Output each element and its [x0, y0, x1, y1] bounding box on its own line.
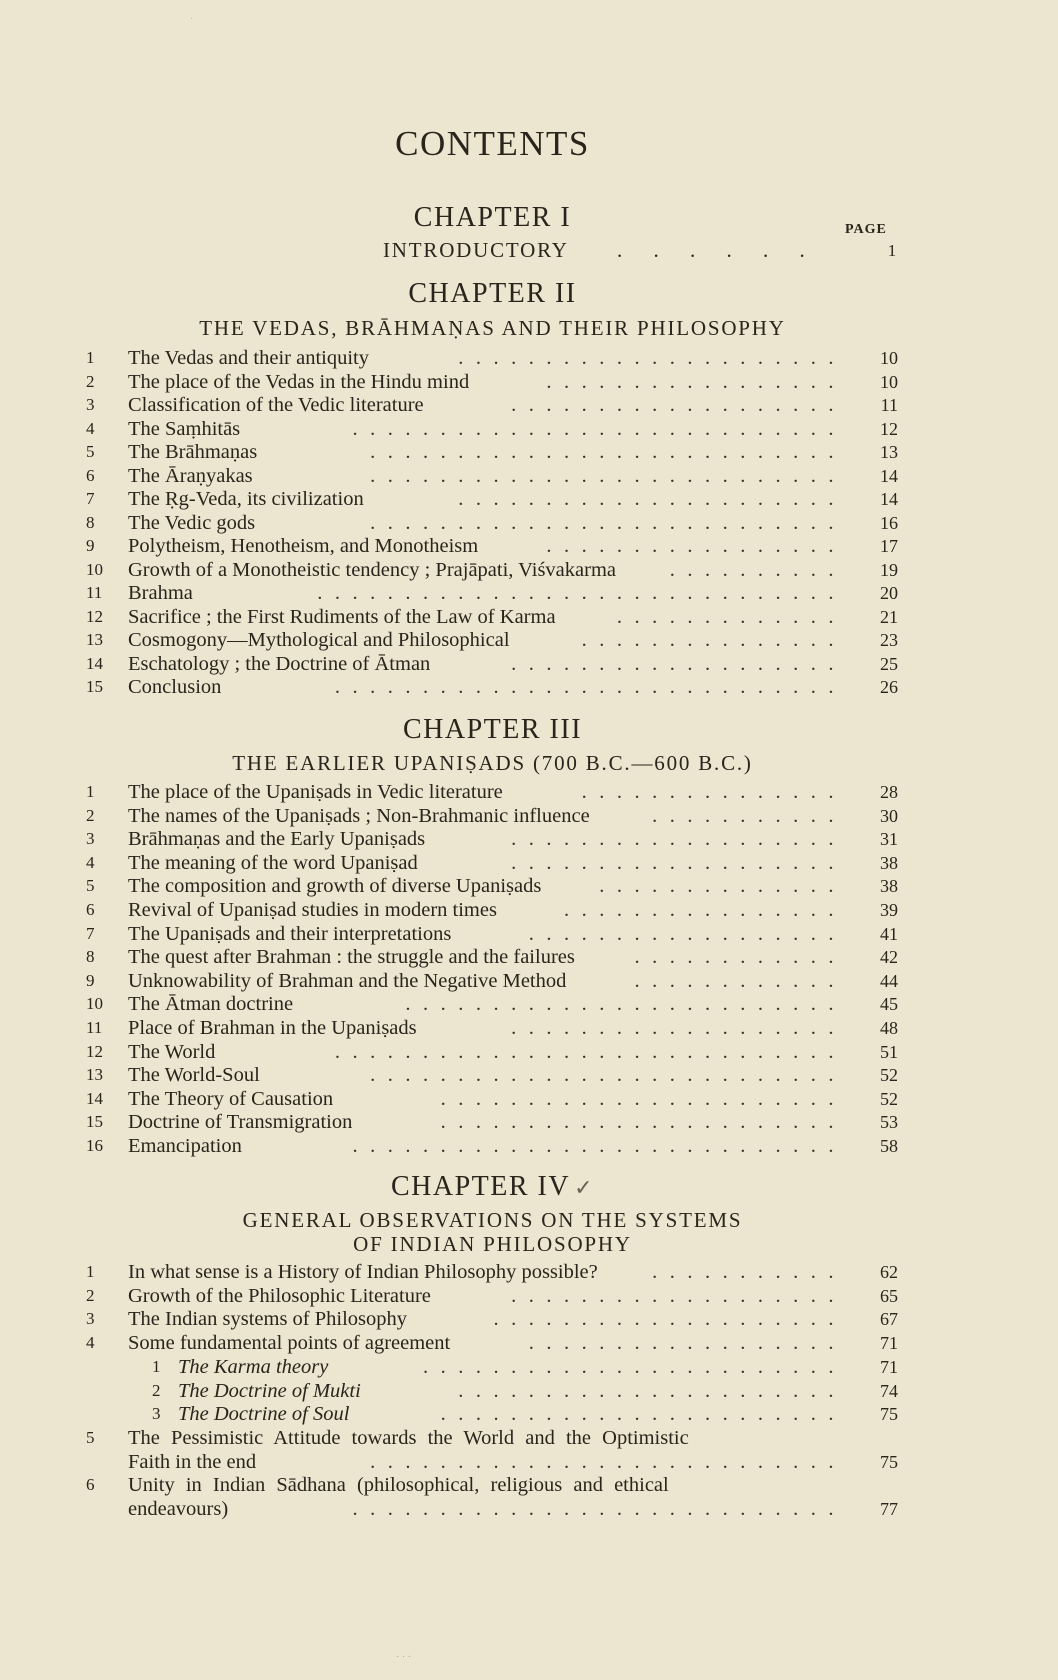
entry-number: 2	[152, 1380, 161, 1400]
entry-number: 4	[86, 852, 95, 872]
entry-number: 10	[86, 559, 103, 579]
toc-entry[interactable]	[0, 827, 1058, 851]
chapter-3-subtitle: THE EARLIER UPANIṢADS (700 B.C.—600 B.C.)	[232, 751, 753, 775]
page-number: 75	[880, 1404, 898, 1425]
chapter-3-heading: CHAPTER III	[402, 714, 583, 745]
toc-entry[interactable]	[0, 874, 1058, 898]
entry-title: Faith in the end	[128, 1450, 257, 1473]
entry-number: 14	[86, 1088, 103, 1108]
toc-entry[interactable]	[0, 1402, 1058, 1426]
chapter-4-heading	[0, 1171, 985, 1203]
entry-title: The Doctrine of Soul	[178, 1403, 350, 1426]
chapter-4-subtitle-line-2: OF INDIAN PHILOSOPHY	[353, 1232, 632, 1256]
entry-title: Polytheism, Henotheism, and Monotheism	[128, 535, 479, 557]
page-number: 74	[880, 1380, 898, 1401]
entry-title: The Saṃhitās	[128, 417, 241, 440]
entry-number: 2	[86, 805, 95, 825]
toc-entry[interactable]	[0, 581, 1058, 605]
toc-entry[interactable]	[0, 992, 1058, 1016]
page-number: 31	[880, 829, 898, 850]
chapter-1-subtitle: INTRODUCTORY	[383, 238, 569, 262]
toc-entry[interactable]	[0, 1307, 1058, 1331]
toc-entry[interactable]	[0, 1450, 1058, 1474]
page-number: 39	[880, 900, 898, 920]
page-number: 52	[880, 1065, 898, 1086]
leader-dots: ................	[564, 899, 846, 921]
entry-title: Emancipation	[128, 1135, 242, 1157]
page-number: 10	[880, 371, 898, 392]
page-number: 30	[880, 805, 898, 826]
leader-dots: ............................	[352, 1135, 846, 1157]
entry-title: The Vedic gods	[128, 511, 256, 534]
page-number: 26	[880, 677, 898, 697]
toc-entry[interactable]	[0, 1260, 1058, 1284]
scan-speck: · · ·	[396, 1652, 411, 1663]
entry-title: The Karma theory	[178, 1355, 329, 1378]
leader-dots: ..............................	[317, 582, 846, 604]
leader-dots: ...................	[511, 828, 846, 851]
entry-number: 7	[86, 489, 95, 508]
entry-title: Conclusion	[128, 676, 222, 698]
entry-title: The Theory of Causation	[128, 1087, 334, 1110]
toc-entry[interactable]	[0, 346, 1058, 370]
toc-entry[interactable]	[0, 1110, 1058, 1134]
entry-number: 12	[86, 1041, 103, 1061]
toc-entry[interactable]	[0, 1473, 1058, 1497]
leader-dots: ........................	[423, 1355, 846, 1378]
entry-title: Classification of the Vedic literature	[128, 394, 424, 416]
page-number: 71	[880, 1356, 898, 1377]
leader-dots: .......................	[440, 1403, 846, 1426]
toc-entry[interactable]	[0, 922, 1058, 946]
leader-dots: .................	[546, 535, 846, 557]
page-number: 38	[880, 852, 898, 873]
entry-title: Some fundamental points of agreement	[128, 1332, 451, 1355]
entry-number: 4	[86, 418, 95, 438]
leader-dots: . . . . . .	[617, 238, 818, 262]
page-number: 42	[880, 947, 898, 968]
entry-title: Cosmogony—Mythological and Philosophical	[128, 629, 510, 651]
entry-number: 1	[86, 348, 95, 367]
toc-entry[interactable]	[0, 1063, 1058, 1087]
chapter-2-subtitle: THE VEDAS, BRĀHMAṆAS AND THEIR PHILOSOPHY	[199, 316, 786, 340]
page-number: 45	[880, 994, 898, 1015]
entry-title: The Āraṇyakas	[128, 464, 253, 487]
entry-title: Unknowability of Brahman and the Negative Method	[128, 969, 567, 992]
toc-entry[interactable]	[0, 804, 1058, 828]
leader-dots: ............................	[352, 417, 846, 440]
entry-number: 11	[86, 1018, 103, 1037]
leader-dots: ......................	[458, 488, 846, 510]
page-number: 23	[880, 630, 898, 650]
toc-entry[interactable]	[0, 898, 1058, 922]
entry-title: Doctrine of Transmigration	[128, 1111, 353, 1134]
toc-entry[interactable]	[0, 1331, 1058, 1355]
page-number: 17	[880, 536, 898, 556]
leader-dots: ...........................	[370, 1064, 846, 1087]
entry-number: 5	[86, 1427, 95, 1447]
toc-entry[interactable]	[0, 370, 1058, 394]
leader-dots: ............	[634, 946, 846, 969]
leader-dots: ............................	[352, 1498, 846, 1520]
entry-title: The composition and growth of diverse Upaniṣads	[128, 875, 542, 898]
page-number: 51	[880, 1041, 898, 1062]
page-number: 53	[880, 1112, 898, 1133]
entry-title: The Ātman doctrine	[128, 993, 294, 1016]
leader-dots: .......................	[440, 1111, 846, 1134]
page-number: 20	[880, 583, 898, 603]
page-title: CONTENTS	[395, 124, 590, 163]
entry-number: 3	[152, 1404, 161, 1424]
entry-number: 5	[86, 876, 95, 896]
entry-number: 4	[86, 1333, 95, 1353]
chapter-2-heading: CHAPTER II	[408, 278, 577, 309]
leader-dots: ...............	[581, 781, 846, 803]
toc-entry[interactable]	[0, 675, 1058, 699]
entry-number: 16	[86, 1136, 103, 1155]
entry-number: 2	[86, 1285, 95, 1305]
entry-title: The place of the Upaniṣads in Vedic literature	[128, 781, 503, 803]
page-number: 14	[880, 489, 898, 509]
leader-dots: ..........	[669, 558, 846, 581]
entry-title: Growth of the Philosophic Literature	[128, 1284, 431, 1307]
leader-dots: .............	[616, 605, 846, 628]
entry-number: 13	[86, 630, 103, 649]
entry-number: 1	[86, 782, 95, 801]
page-column-label: PAGE	[845, 222, 887, 237]
entry-title: Sacrifice ; the First Rudiments of the Law of Karma	[128, 605, 556, 628]
leader-dots: ....................	[493, 1308, 846, 1331]
entry-title: The Indian systems of Philosophy	[128, 1308, 408, 1331]
entry-title: Unity in Indian Sādhana (philosophical, religious and ethical	[128, 1474, 669, 1497]
leader-dots: ...................	[511, 851, 846, 874]
leader-dots: ...........................	[370, 441, 846, 463]
toc-entry[interactable]	[0, 1426, 1058, 1450]
entry-title: Brahma	[128, 582, 193, 604]
toc-entry[interactable]	[0, 1284, 1058, 1308]
toc-entry[interactable]	[0, 1355, 1058, 1379]
leader-dots: ..................	[528, 922, 846, 945]
page-number: 65	[880, 1285, 898, 1306]
page-number: 48	[880, 1018, 898, 1038]
scan-speck: ·	[190, 14, 194, 25]
leader-dots: ............	[634, 969, 846, 992]
pencil-tick-mark: ✓	[574, 1175, 595, 1200]
entry-title: The World	[128, 1040, 216, 1063]
page-number: 77	[880, 1499, 898, 1519]
entry-number: 8	[86, 512, 95, 532]
chapter-4-heading-text: CHAPTER IV	[390, 1171, 571, 1202]
entry-number: 13	[86, 1065, 103, 1085]
toc-entry[interactable]	[0, 969, 1058, 993]
entry-number: 9	[86, 970, 95, 990]
entry-number: 11	[86, 583, 103, 602]
toc-entry[interactable]	[0, 393, 1058, 417]
entry-number: 7	[86, 923, 95, 943]
entry-number: 6	[86, 1475, 95, 1495]
entry-title: Eschatology ; the Doctrine of Ātman	[128, 652, 431, 675]
entry-number: 12	[86, 606, 103, 626]
leader-dots: ...........	[652, 1261, 846, 1283]
entry-title: The Upaniṣads and their interpretations	[128, 922, 452, 945]
leader-dots: .........................	[405, 993, 846, 1016]
toc-entry[interactable]	[0, 534, 1058, 558]
entry-number: 1	[152, 1356, 161, 1376]
entry-number: 3	[86, 829, 95, 849]
entry-number: 3	[86, 1309, 95, 1329]
entry-number: 5	[86, 442, 95, 461]
leader-dots: .................	[546, 370, 846, 393]
page-number: 41	[880, 923, 898, 944]
entry-number: 1	[86, 1262, 95, 1281]
leader-dots: ......................	[458, 1379, 846, 1402]
entry-title: The Vedas and their antiquity	[128, 347, 370, 369]
page-number: 62	[880, 1262, 898, 1282]
entry-title: endeavours)	[128, 1498, 229, 1520]
toc-entry[interactable]	[0, 605, 1058, 629]
chapter-1-heading: CHAPTER I	[413, 202, 572, 233]
toc-entry[interactable]	[0, 1379, 1058, 1403]
entry-number: 6	[86, 900, 95, 919]
toc-entry[interactable]	[0, 487, 1058, 511]
entry-title: The Doctrine of Mukti	[178, 1379, 361, 1402]
toc-entry[interactable]	[0, 1040, 1058, 1064]
leader-dots: ...................	[511, 652, 846, 675]
page-number: 52	[880, 1088, 898, 1109]
leader-dots: .............................	[334, 1040, 846, 1063]
toc-entry[interactable]	[0, 558, 1058, 582]
leader-dots: .............................	[334, 676, 846, 698]
leader-dots: .......................	[440, 1087, 846, 1110]
entry-title: The names of the Upaniṣads ; Non-Brahmanic influence	[128, 804, 590, 827]
toc-entry[interactable]	[0, 945, 1058, 969]
chapter-4-subtitle-line-1: GENERAL OBSERVATIONS ON THE SYSTEMS	[242, 1208, 743, 1232]
page-number: 28	[880, 782, 898, 802]
toc-entry[interactable]	[0, 652, 1058, 676]
page-number: 58	[880, 1136, 898, 1156]
toc-entry[interactable]	[0, 780, 1058, 804]
entry-title: In what sense is a History of Indian Philosophy possible?	[128, 1261, 598, 1283]
page-number: 38	[880, 876, 898, 897]
entry-title: The meaning of the word Upaniṣad	[128, 851, 418, 874]
entry-number: 15	[86, 1112, 103, 1132]
entry-title: The quest after Brahman : the struggle and the failures	[128, 946, 575, 969]
entry-title: Growth of a Monotheistic tendency ; Prajāpati, Viśvakarma	[128, 558, 616, 581]
leader-dots: ...................	[511, 1017, 846, 1039]
page-number: 16	[880, 512, 898, 533]
page-number: 44	[880, 970, 898, 991]
toc-entry[interactable]	[0, 851, 1058, 875]
entry-title: The Ṛg-Veda, its civilization	[128, 488, 364, 510]
leader-dots: ......................	[458, 347, 846, 369]
entry-title: Brāhmaṇas and the Early Upaniṣads	[128, 828, 426, 851]
leader-dots: ...........................	[370, 511, 846, 534]
page-number: 75	[880, 1451, 898, 1472]
entry-title: The place of the Vedas in the Hindu mind	[128, 370, 470, 393]
page-number: 13	[880, 442, 898, 462]
page-number: 67	[880, 1309, 898, 1330]
entry-number: 3	[86, 395, 95, 414]
leader-dots: ...................	[511, 1284, 846, 1307]
leader-dots: ...................	[511, 394, 846, 416]
entry-title: Revival of Upaniṣad studies in modern times	[128, 899, 497, 921]
leader-dots: ..................	[528, 1332, 846, 1355]
page-number: 1	[887, 241, 898, 260]
page-number: 11	[880, 395, 898, 415]
leader-dots: ...........................	[370, 464, 846, 487]
leader-dots: ..............	[599, 875, 846, 898]
toc-entry[interactable]	[0, 1497, 1058, 1521]
toc-entry[interactable]	[0, 464, 1058, 488]
toc-entry[interactable]	[0, 511, 1058, 535]
page-number: 21	[880, 606, 898, 627]
entry-title: The Brāhmaṇas	[128, 441, 258, 463]
page-number: 12	[880, 418, 898, 439]
page-number: 25	[880, 653, 898, 674]
entry-number: 8	[86, 947, 95, 967]
entry-number: 6	[86, 465, 95, 485]
page-number: 19	[880, 559, 898, 580]
leader-dots: ...........	[652, 804, 846, 827]
entry-title: Place of Brahman in the Upaniṣads	[128, 1017, 417, 1039]
chapter-1-entry[interactable]	[0, 238, 1058, 262]
page-number: 71	[880, 1333, 898, 1354]
entry-number: 9	[86, 536, 95, 555]
leader-dots: ...............	[581, 629, 846, 651]
leader-dots: ...........................	[370, 1450, 846, 1473]
entry-number: 2	[86, 371, 95, 391]
toc-entry[interactable]	[0, 417, 1058, 441]
entry-number: 14	[86, 653, 103, 673]
toc-entry[interactable]	[0, 1134, 1058, 1158]
page-number: 14	[880, 465, 898, 486]
toc-entry[interactable]	[0, 440, 1058, 464]
page-number: 10	[880, 348, 898, 368]
entry-title: The World-Soul	[128, 1064, 260, 1087]
entry-number: 15	[86, 677, 103, 696]
toc-entry[interactable]	[0, 1087, 1058, 1111]
entry-number: 10	[86, 994, 103, 1014]
entry-title: The Pessimistic Attitude towards the World and the Optimistic	[128, 1426, 689, 1449]
toc-entry[interactable]	[0, 1016, 1058, 1040]
toc-entry[interactable]	[0, 628, 1058, 652]
